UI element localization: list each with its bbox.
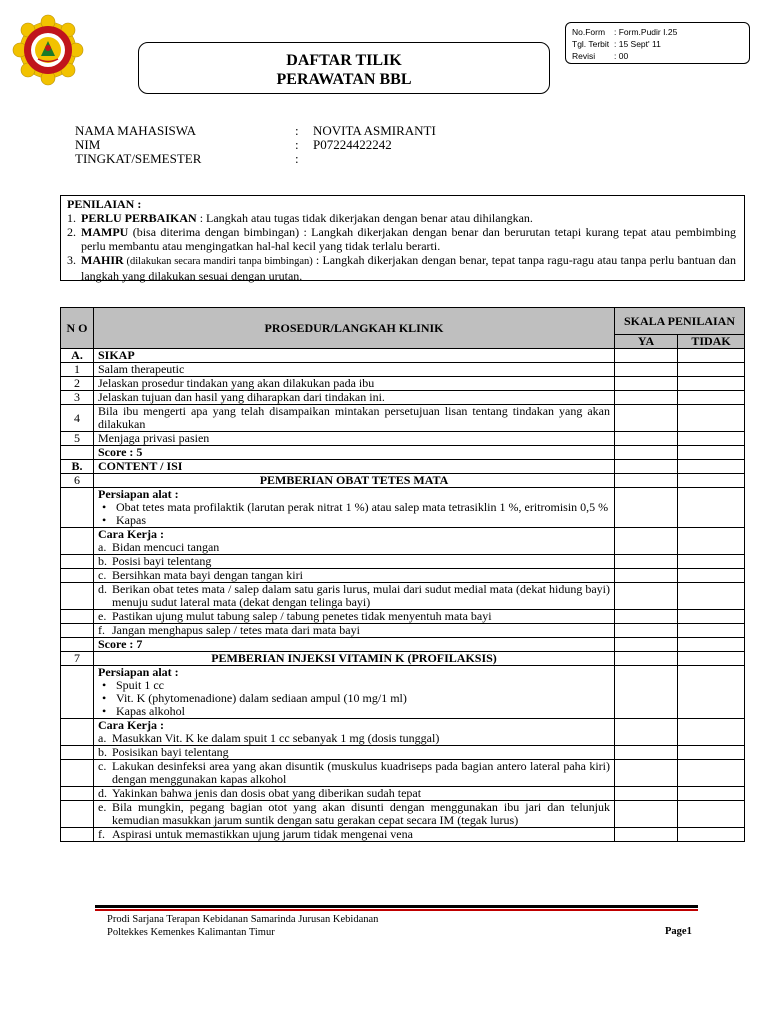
- form-number-label: No.Form: [572, 27, 606, 37]
- student-info: NAMA MAHASISWA : NOVITA ASMIRANTI NIM : P07224422242 TINGKAT/SEMESTER :: [75, 123, 436, 166]
- tidak-cell[interactable]: [678, 760, 745, 787]
- ya-cell[interactable]: [615, 828, 678, 842]
- footer-text: [107, 913, 378, 939]
- score-row: Score : 7: [61, 638, 745, 652]
- tidak-cell[interactable]: [678, 801, 745, 828]
- col-header-procedure: PROSEDUR/LANGKAH KLINIK: [94, 308, 615, 349]
- form-number-value: : Form.Pudir I.25: [614, 27, 678, 37]
- institution-logo-icon: [12, 14, 84, 86]
- tidak-cell[interactable]: [678, 569, 745, 583]
- level-label: TINGKAT/SEMESTER: [75, 151, 202, 166]
- tidak-cell[interactable]: [678, 405, 745, 432]
- tidak-cell[interactable]: [678, 624, 745, 638]
- document-title: DAFTAR TILIK PERAWATAN BBL: [138, 42, 550, 94]
- footer-divider-red: [95, 909, 698, 911]
- table-row: 5 Menjaga privasi pasien: [61, 432, 745, 446]
- col-header-tidak: TIDAK: [678, 335, 745, 349]
- ya-cell[interactable]: [615, 405, 678, 432]
- ya-cell[interactable]: [615, 666, 678, 719]
- score-row: Score : 5: [61, 446, 745, 460]
- tidak-cell[interactable]: [678, 666, 745, 719]
- list-item: • Obat tetes mata profilaktik (larutan perak nitrat 1 %) atau salep mata tetrasiklin 1 %, eritromisin 0,5 %: [102, 500, 609, 514]
- tidak-cell[interactable]: [678, 391, 745, 405]
- assessment-item: 1. PERLU PERBAIKAN : Langkah atau tugas tidak dikerjakan dengan benar atau dihilangkan.: [67, 211, 533, 225]
- ya-cell[interactable]: [615, 787, 678, 801]
- table-row: b. Posisi bayi telentang: [61, 555, 745, 569]
- tidak-cell[interactable]: [678, 787, 745, 801]
- ya-cell[interactable]: [615, 432, 678, 446]
- table-row: d. Berikan obat tetes mata / salep dalam satu garis lurus, mulai dari sudut medial mata (dekat hidung bayi) menuju sudut lateral mata (dekat dengan telinga bayi): [61, 583, 745, 610]
- tidak-cell[interactable]: [678, 349, 745, 363]
- table-row: f. Jangan menghapus salep / tetes mata dari mata bayi: [61, 624, 745, 638]
- ya-cell[interactable]: [615, 610, 678, 624]
- ya-cell[interactable]: [615, 363, 678, 377]
- revision-label: Revisi: [572, 51, 596, 61]
- ya-cell[interactable]: [615, 488, 678, 528]
- tidak-cell[interactable]: [678, 828, 745, 842]
- table-row: 3 Jelaskan tujuan dan hasil yang diharapkan dari tindakan ini.: [61, 391, 745, 405]
- table-row: 2 Jelaskan prosedur tindakan yang akan dilakukan pada ibu: [61, 377, 745, 391]
- ya-cell[interactable]: [615, 746, 678, 760]
- ya-cell[interactable]: [615, 760, 678, 787]
- ya-cell[interactable]: [615, 555, 678, 569]
- ya-cell[interactable]: [615, 569, 678, 583]
- table-row: 1 Salam therapeutic: [61, 363, 745, 377]
- col-header-scale: SKALA PENILAIAN: [615, 308, 745, 335]
- assessment-item: 2. MAMPU (bisa diterima dengan bimbingan) : Langkah dikerjakan dengan benar dan berurutan tetapi kurang tepat atau pembimbing perlu membantu atau mengingatkan hal-hal kecil yang tidak terlalu berarti.: [67, 225, 736, 253]
- page-number: Page1: [665, 926, 692, 937]
- table-row: Cara Kerja : a. Bidan mencuci tangan: [61, 528, 745, 555]
- ya-cell[interactable]: [615, 801, 678, 828]
- student-name-value: NOVITA ASMIRANTI: [313, 123, 436, 138]
- table-row: f. Aspirasi untuk memastikkan ujung jarum tidak mengenai vena: [61, 828, 745, 842]
- table-row: e. Bila mungkin, pegang bagian otot yang akan disunti dengan menggunakan ibu jari dan telunjuk kemudian masukkan jarum suntik dengan satu gerakan cepat secara IM (tegak lurus): [61, 801, 745, 828]
- nim-label: NIM: [75, 137, 101, 152]
- tidak-cell[interactable]: [678, 488, 745, 528]
- list-item: • Kapas alkohol: [102, 704, 185, 718]
- col-header-ya: YA: [615, 335, 678, 349]
- tidak-cell[interactable]: [678, 377, 745, 391]
- tidak-cell[interactable]: [678, 363, 745, 377]
- list-item: • Spuit 1 cc: [102, 678, 164, 692]
- assessment-title: PENILAIAN :: [67, 197, 142, 211]
- footer-line-2: Poltekkes Kemenkes Kalimantan Timur: [107, 927, 275, 938]
- nim-value: P07224422242: [313, 137, 392, 152]
- section-title: CONTENT / ISI: [94, 460, 615, 474]
- list-item: • Kapas: [102, 513, 146, 527]
- assessment-legend: [60, 195, 745, 281]
- table-row: e. Pastikan ujung mulut tabung salep / tabung penetes tidak menyentuh mata bayi: [61, 610, 745, 624]
- footer-line-1: Prodi Sarjana Terapan Kebidanan Samarinda Jurusan Kebidanan: [107, 914, 379, 925]
- table-row: b. Posisikan bayi telentang: [61, 746, 745, 760]
- ya-cell[interactable]: [615, 528, 678, 555]
- table-row: c. Lakukan desinfeksi area yang akan disuntik (muskulus kuadriseps pada bagian antero lateral paha kiri) dengan menggunakan kapas alkohol: [61, 760, 745, 787]
- tidak-cell[interactable]: [678, 746, 745, 760]
- issue-date-value: : 15 Sept' 11: [614, 39, 661, 49]
- table-row: A. SIKAP: [61, 349, 745, 363]
- table-row: B. CONTENT / ISI: [61, 460, 745, 474]
- student-name-label: NAMA MAHASISWA: [75, 123, 196, 138]
- subsection-title: PEMBERIAN OBAT TETES MATA: [94, 474, 615, 488]
- tidak-cell[interactable]: [678, 583, 745, 610]
- table-row: d. Yakinkan bahwa jenis dan dosis obat yang diberikan sudah tepat: [61, 787, 745, 801]
- footer-divider: [95, 905, 698, 908]
- ya-cell[interactable]: [615, 719, 678, 746]
- table-row: Persiapan alat : • Obat tetes mata profilaktik (larutan perak nitrat 1 %) atau salep mata tetrasiklin 1 %, eritromisin 0,5 % • Kapas: [61, 488, 745, 528]
- revision-value: : 00: [614, 51, 629, 61]
- table-row: Persiapan alat : • Spuit 1 cc • Vit. K (phytomenadione) dalam sediaan ampul (10 mg/1 ml) • Kapas alkohol: [61, 666, 745, 719]
- tidak-cell[interactable]: [678, 555, 745, 569]
- list-item: • Vit. K (phytomenadione) dalam sediaan ampul (10 mg/1 ml): [102, 691, 407, 705]
- table-row: 4 Bila ibu mengerti apa yang telah disampaikan mintakan persetujuan lisan tentang tindakan yang akan dilakukan: [61, 405, 745, 432]
- table-row: c. Bersihkan mata bayi dengan tangan kiri: [61, 569, 745, 583]
- checklist-table: [60, 307, 745, 842]
- ya-cell[interactable]: [615, 349, 678, 363]
- issue-date-label: Tgl. Terbit: [572, 39, 610, 49]
- form-info-box: [565, 22, 750, 64]
- section-title: SIKAP: [94, 349, 615, 363]
- ya-cell[interactable]: [615, 377, 678, 391]
- table-row: 6 PEMBERIAN OBAT TETES MATA: [61, 474, 745, 488]
- ya-cell[interactable]: [615, 624, 678, 638]
- ya-cell[interactable]: [615, 391, 678, 405]
- table-row: 7 PEMBERIAN INJEKSI VITAMIN K (PROFILAKSIS): [61, 652, 745, 666]
- table-row: Cara Kerja : a. Masukkan Vit. K ke dalam spuit 1 cc sebanyak 1 mg (dosis tunggal): [61, 719, 745, 746]
- tidak-cell[interactable]: [678, 528, 745, 555]
- col-header-no: N O: [61, 308, 94, 349]
- assessment-item: 3. MAHIR (dilakukan secara mandiri tanpa bimbingan) : Langkah dikerjakan dengan benar, tepat tanpa ragu-ragu atau tanpa perlu bantuan dan langkah yang dilakukan sesuai dengan urutan.: [67, 253, 736, 283]
- tidak-cell[interactable]: [678, 432, 745, 446]
- ya-cell[interactable]: [615, 583, 678, 610]
- tidak-cell[interactable]: [678, 610, 745, 624]
- tidak-cell[interactable]: [678, 719, 745, 746]
- subsection-title: PEMBERIAN INJEKSI VITAMIN K (PROFILAKSIS): [94, 652, 615, 666]
